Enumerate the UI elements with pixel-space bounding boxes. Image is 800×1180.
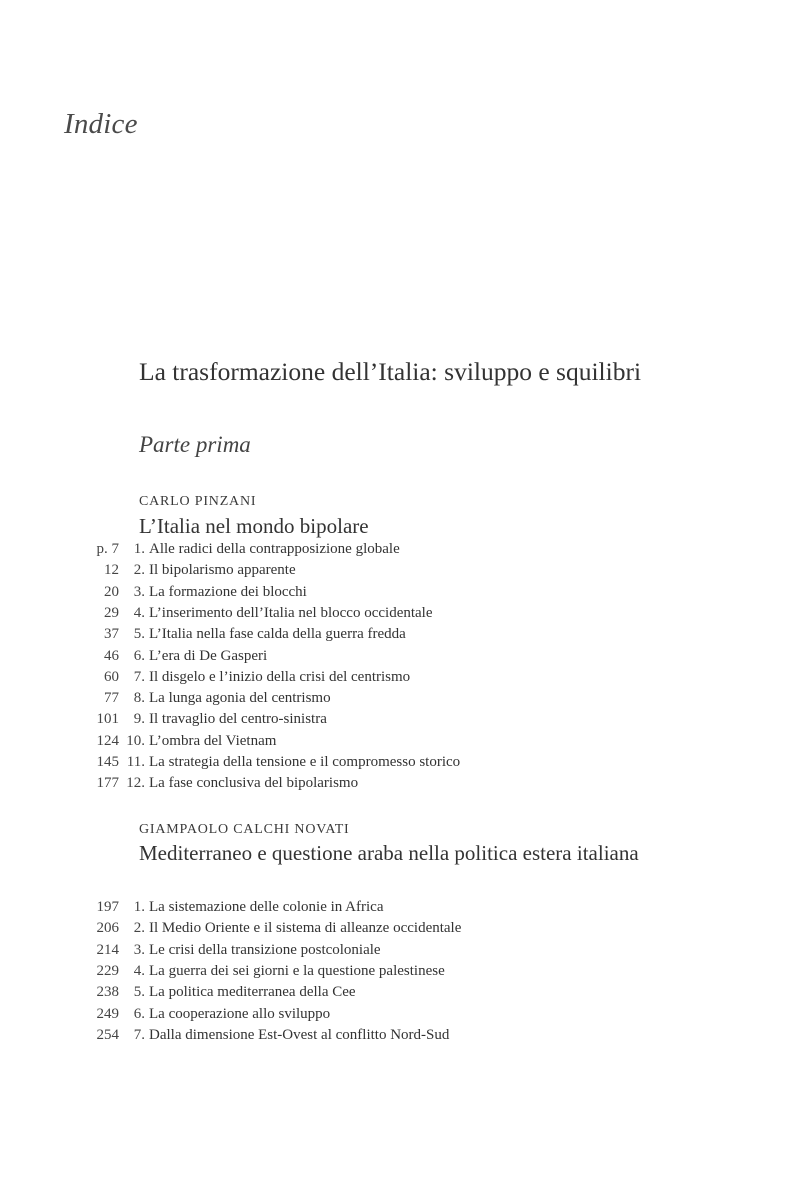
toc-chapter-title: Le crisi della transizione postcoloniale	[149, 941, 381, 958]
toc-chapter-number: 4.	[133, 604, 145, 621]
toc-chapter-number: 1.	[133, 541, 145, 557]
toc-page-number: 177	[96, 775, 119, 792]
toc-chapter-number: 5.	[133, 984, 145, 1001]
toc-chapter-number: 8.	[133, 690, 145, 707]
toc-chapter-title: La fase conclusiva del bipolarismo	[149, 775, 359, 792]
index-heading: Indice	[64, 108, 138, 140]
toc-entry	[0, 605, 800, 627]
toc-entry	[0, 899, 800, 921]
toc-entry	[0, 584, 800, 606]
toc-entry	[0, 648, 800, 670]
toc-page-number: 145	[96, 754, 119, 770]
toc-chapter-title: La lunga agonia del centrismo	[149, 690, 331, 707]
toc-chapter-title: Il disgelo e l’inizio della crisi del centrismo	[149, 668, 411, 685]
toc-chapter-number: 3.	[133, 941, 145, 958]
toc-page-number: 254	[96, 1026, 119, 1043]
toc-chapter-number: 4.	[133, 962, 145, 979]
toc-chapter-title: Il bipolarismo apparente	[149, 562, 296, 579]
toc-chapter-title: La politica mediterranea della Cee	[149, 984, 356, 1001]
section-title: Mediterraneo e questione araba nella politica estera italiana	[139, 841, 639, 865]
toc-chapter-number: 7.	[133, 1026, 145, 1043]
toc-chapter-title: La guerra dei sei giorni e la questione palestinese	[149, 962, 445, 979]
toc-page-number: 29	[104, 604, 119, 621]
toc-chapter-number: 6.	[133, 647, 145, 664]
toc-page-number: 101	[96, 711, 119, 728]
toc-entry	[0, 562, 800, 584]
toc-chapter-number: 10.	[126, 732, 145, 749]
toc-page-number: 206	[96, 920, 119, 937]
toc-chapter-number: 2.	[133, 562, 145, 579]
toc-chapter-number: 3.	[133, 583, 145, 600]
toc-entry	[0, 733, 800, 755]
toc-entry	[0, 754, 800, 776]
toc-entry	[0, 711, 800, 733]
toc-chapter-number: 2.	[133, 920, 145, 937]
toc-page-number: 197	[96, 899, 119, 915]
toc-chapter-number: 7.	[133, 668, 145, 685]
toc-entry	[0, 920, 800, 942]
toc-chapter-title: L’Italia nella fase calda della guerra fredda	[149, 626, 406, 643]
toc-chapter-title: Il travaglio del centro-sinistra	[149, 711, 327, 728]
toc-chapter-title: La strategia della tensione e il compromesso storico	[149, 754, 461, 770]
toc-entry	[0, 1006, 800, 1028]
section-author: GIAMPAOLO CALCHI NOVATI	[139, 822, 350, 837]
toc-page-number: 60	[104, 668, 119, 685]
toc-chapter-number: 12.	[126, 775, 145, 792]
toc-page-number: p. 7	[96, 541, 119, 557]
toc-chapter-number: 9.	[133, 711, 145, 728]
toc-page-number: 46	[104, 647, 119, 664]
toc-page-number: 20	[104, 583, 119, 600]
toc-entry	[0, 984, 800, 1006]
toc-page-number: 229	[96, 962, 119, 979]
toc-page-number: 214	[96, 941, 119, 958]
toc-entry	[0, 942, 800, 964]
toc-entry	[0, 669, 800, 691]
toc-chapter-number: 5.	[133, 626, 145, 643]
toc-chapter-title: Il Medio Oriente e il sistema di alleanze occidentale	[149, 920, 462, 937]
part-title: Parte prima	[139, 432, 251, 457]
toc-chapter-title: La cooperazione allo sviluppo	[149, 1005, 331, 1022]
toc-chapter-title: Alle radici della contrapposizione globale	[149, 541, 400, 557]
toc-page-number: 238	[96, 984, 119, 1001]
toc-chapter-title: L’era di De Gasperi	[149, 647, 268, 664]
toc-entry	[0, 541, 800, 563]
section-title: L’Italia nel mondo bipolare	[139, 514, 369, 538]
section-author: CARLO PINZANI	[139, 494, 257, 509]
toc-chapter-number: 1.	[133, 899, 145, 915]
toc-page-number: 77	[104, 690, 119, 707]
toc-page-number: 12	[104, 562, 119, 579]
toc-entry	[0, 775, 800, 797]
toc-entry	[0, 963, 800, 985]
toc-chapter-title: La sistemazione delle colonie in Africa	[149, 899, 384, 915]
toc-chapter-number: 6.	[133, 1005, 145, 1022]
toc-chapter-number: 11.	[126, 754, 145, 770]
book-title: La trasformazione dell’Italia: sviluppo e squilibri	[139, 357, 642, 386]
toc-page-number: 37	[104, 626, 119, 643]
toc-chapter-title: L’ombra del Vietnam	[149, 732, 277, 749]
toc-chapter-title: La formazione dei blocchi	[149, 583, 307, 600]
toc-chapter-title: L’inserimento dell’Italia nel blocco occidentale	[149, 604, 433, 621]
toc-page-number: 249	[96, 1005, 119, 1022]
toc-chapter-title: Dalla dimensione Est-Ovest al conflitto Nord-Sud	[149, 1026, 450, 1043]
toc-entry	[0, 690, 800, 712]
toc-entry	[0, 1027, 800, 1049]
toc-entry	[0, 626, 800, 648]
toc-page-number: 124	[96, 732, 119, 749]
